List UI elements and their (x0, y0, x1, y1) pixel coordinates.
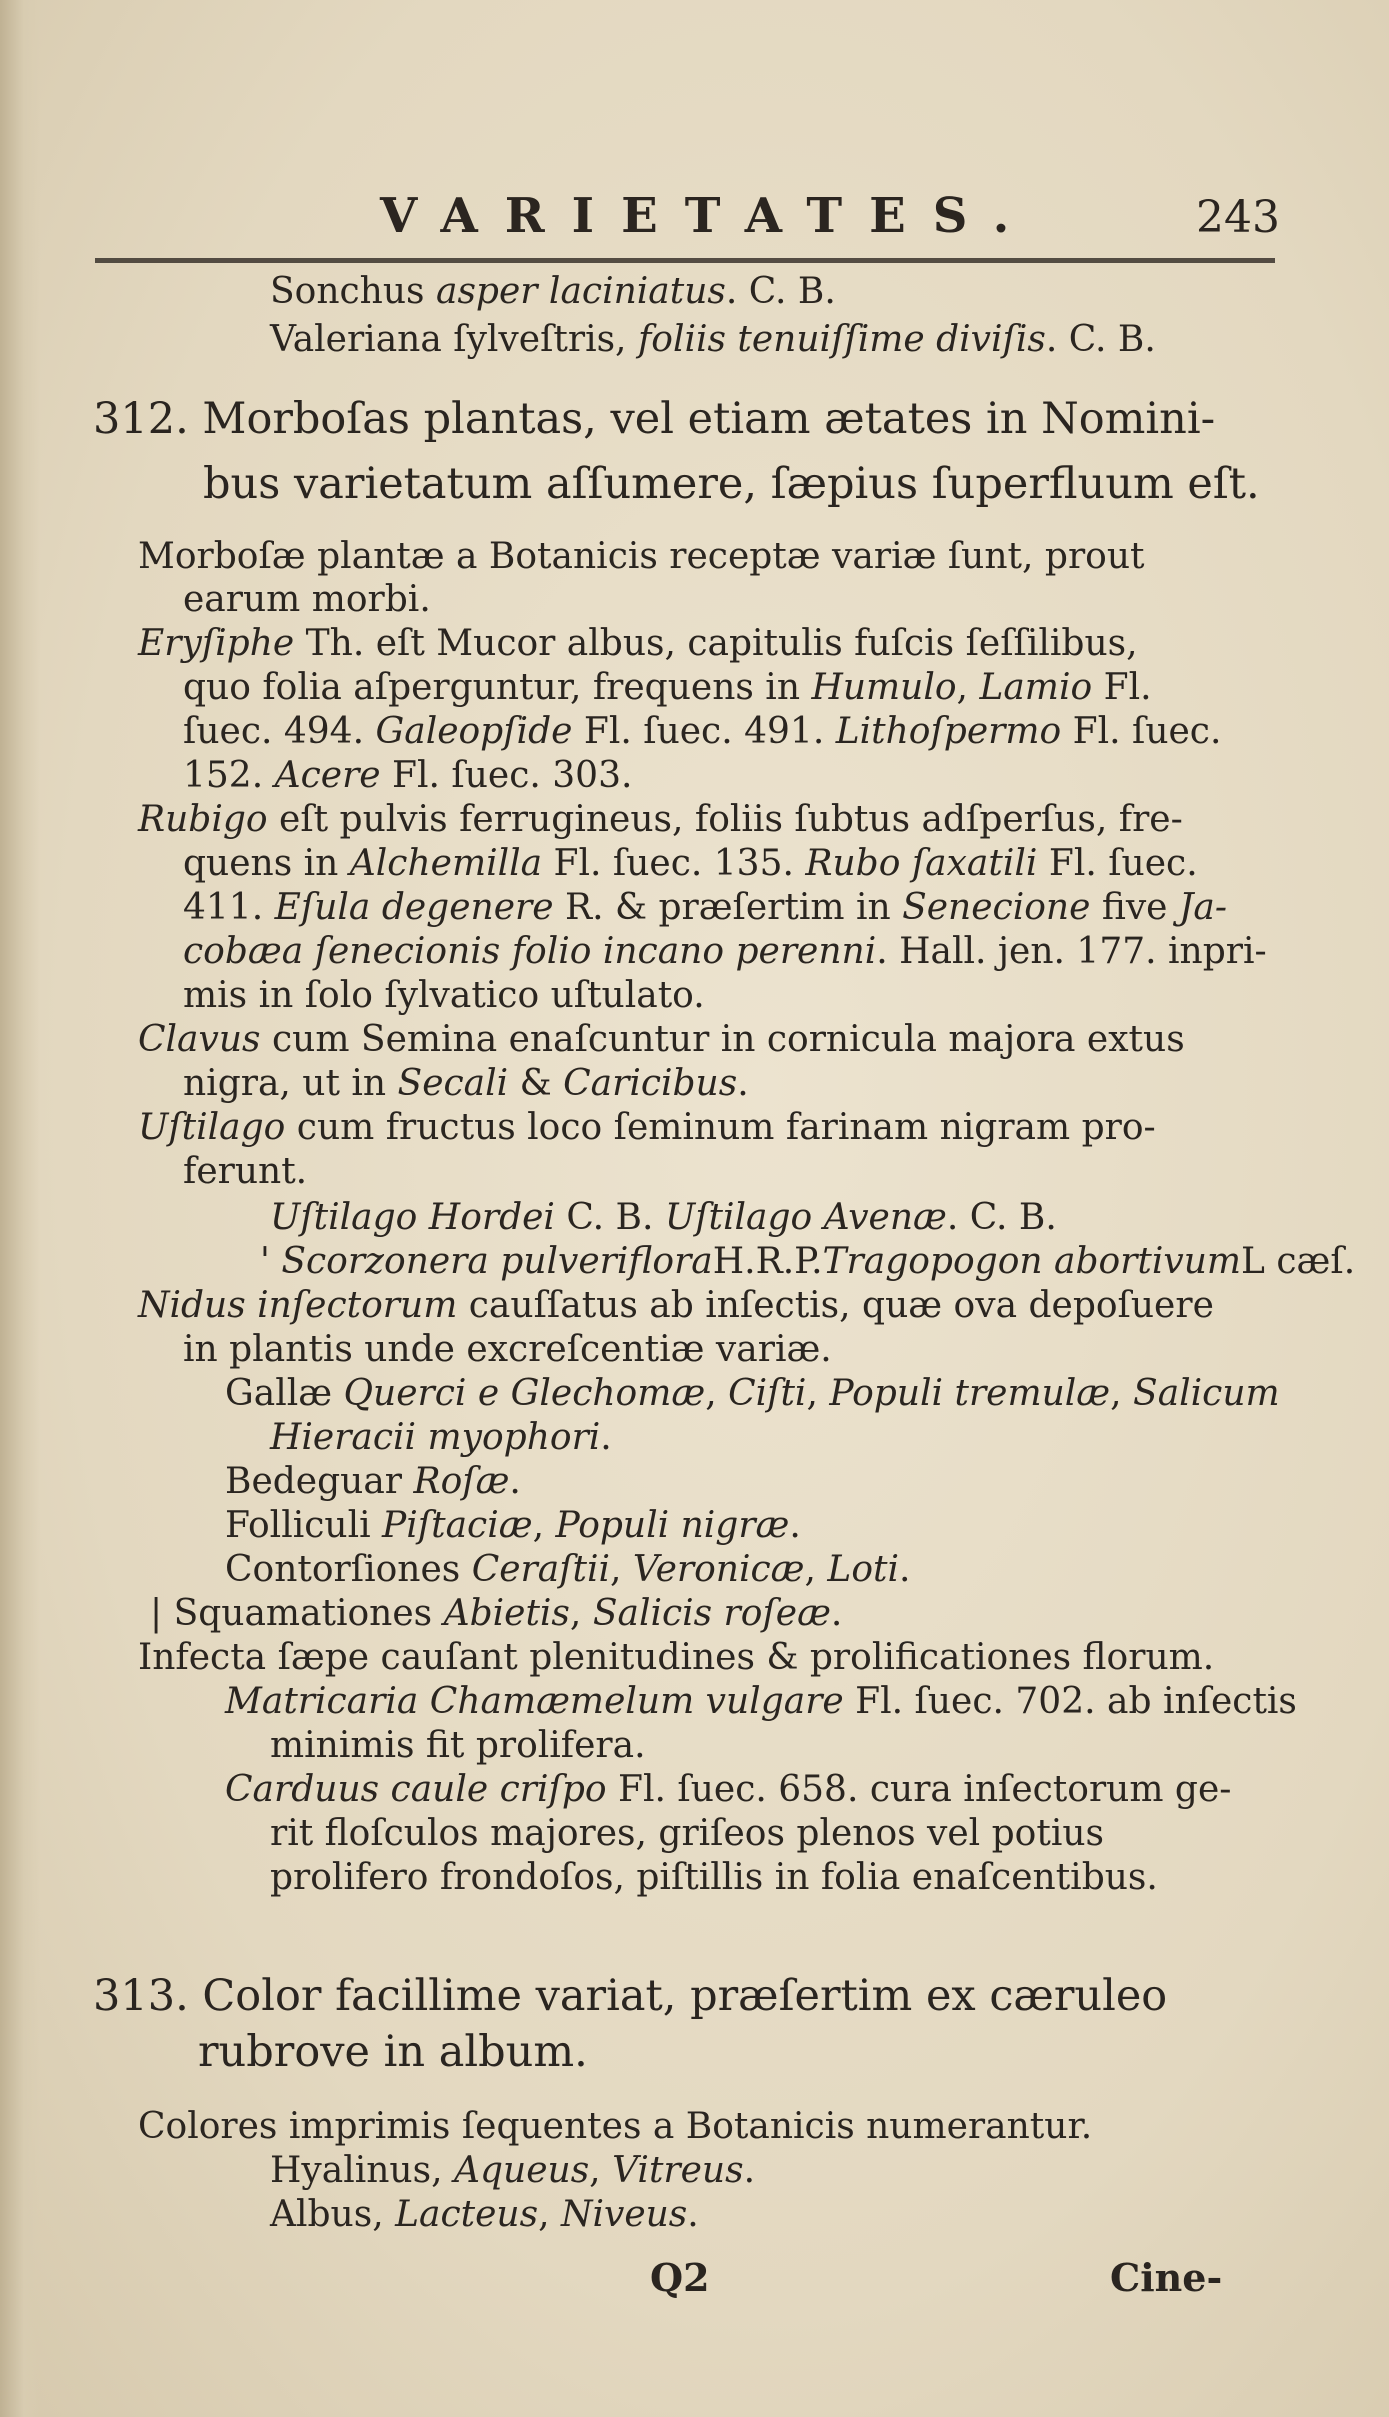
italic-segment: Caricibus (563, 1063, 738, 1104)
text-line (270, 1856, 1158, 1900)
italic-segment: Galeopſide (375, 711, 573, 752)
italic-segment: Rubo ſaxatili (805, 843, 1038, 884)
italic-segment: Populi tremulæ (829, 1373, 1111, 1414)
text-segment: C. B. (554, 1197, 665, 1238)
text-line (93, 393, 1215, 445)
italic-segment: Tragopogon abortivum (822, 1241, 1242, 1282)
text-line (270, 1196, 1057, 1240)
italic-segment: Alchemilla (349, 843, 543, 884)
italic-segment: Secali (397, 1063, 509, 1104)
italic-segment: Carduus caule criſpo (225, 1769, 607, 1810)
text-segment: . (600, 1417, 612, 1458)
text-line (183, 578, 431, 622)
text-segment: , (806, 1373, 830, 1414)
text-line (138, 622, 1138, 666)
text-segment: Bedeguar (225, 1461, 414, 1502)
text-line (183, 974, 705, 1018)
text-line (183, 886, 1227, 930)
text-line (138, 2105, 1092, 2149)
italic-segment: Vitreus (612, 2150, 744, 2191)
page-number: 243 (1196, 192, 1280, 243)
text-segment: . C. B. (1045, 319, 1156, 360)
italic-segment: Matricaria Chamæmelum vulgare (225, 1681, 844, 1722)
text-line (138, 798, 1183, 842)
text-segment: Fl. ſuec. 491. (572, 711, 836, 752)
text-segment: 411. (183, 887, 275, 928)
text-segment: cum fructus loco ſeminum farinam nigram pro- (285, 1107, 1156, 1148)
italic-segment: Lamio (979, 667, 1093, 708)
text-line (138, 1284, 1214, 1328)
italic-segment: Ciſti (728, 1373, 807, 1414)
text-segment: . C. B. (725, 271, 836, 312)
text-line (183, 1328, 832, 1372)
italic-segment: Uſtilago (270, 1197, 418, 1238)
text-line (183, 930, 1267, 974)
text-line (138, 1018, 1185, 1062)
text-segment: , (705, 1373, 729, 1414)
italic-segment: Roſæ (413, 1461, 510, 1502)
text-segment: . (830, 1593, 843, 1634)
text-line (225, 1372, 1280, 1416)
text-segment: R. & præſertim in (553, 887, 903, 928)
italic-segment: Salicis roſeæ (592, 1593, 831, 1634)
italic-segment: Uſtilago Avenæ (664, 1197, 947, 1238)
text-segment: eſt pulvis ferrugineus, foliis ſubtus adſperſus, fre- (267, 799, 1183, 840)
text-line (225, 1548, 910, 1592)
text-segment: & (508, 1063, 564, 1104)
text-line (183, 842, 1198, 886)
text-segment: Folliculi (225, 1505, 383, 1546)
text-line (138, 1106, 1156, 1150)
text-segment: 312. Morboſas plantas, vel etiam ætates in Nomini- (93, 394, 1216, 444)
text-segment: , (1110, 1373, 1134, 1414)
italic-segment: Loti (827, 1549, 899, 1590)
italic-segment: Abietis (443, 1593, 570, 1634)
italic-segment: Piſtaciæ (382, 1505, 533, 1546)
text-segment: Morboſæ plantæ a Botanicis receptæ variæ ſunt, prout (138, 536, 1145, 577)
text-line (203, 458, 1260, 510)
text-segment: rubrove in album. (198, 2027, 588, 2077)
text-segment: Fl. (1092, 667, 1152, 708)
italic-segment: Senecione (902, 887, 1091, 928)
text-line (183, 666, 1152, 710)
italic-segment: Aqueus (453, 2150, 590, 2191)
text-line (225, 1680, 1297, 1724)
italic-segment: asper laciniatus (435, 271, 726, 312)
text-segment: ſuec. 494. (183, 711, 376, 752)
text-segment: Fl. ſuec. 135. (542, 843, 806, 884)
page-gutter-shadow (0, 0, 40, 2417)
text-line (225, 1504, 801, 1548)
text-segment: Hyalinus, (270, 2150, 454, 2191)
italic-segment: Veronicæ (632, 1549, 805, 1590)
text-line (93, 1970, 1167, 2022)
italic-segment: Querci e Glechomæ (343, 1373, 706, 1414)
italic-segment: foliis tenuiſſime diviſis (637, 319, 1046, 360)
text-segment: minimis fit prolifera. (270, 1725, 646, 1766)
text-segment: . (898, 1549, 911, 1590)
text-segment: Fl. ſuec. 658. cura inſectorum ge- (606, 1769, 1232, 1810)
text-segment: ' (260, 1241, 282, 1282)
text-segment: . (687, 2194, 699, 2235)
text-segment: , (804, 1549, 828, 1590)
italic-segment: Hordei (428, 1197, 555, 1238)
text-segment: Fl. ſuec. (1061, 711, 1222, 752)
text-line (225, 1768, 1231, 1812)
text-segment: H.R.P. (712, 1241, 823, 1282)
text-segment: , (610, 1549, 633, 1590)
text-segment: L cæſ. (1241, 1241, 1356, 1282)
text-line (270, 2193, 699, 2237)
text-line (183, 1150, 307, 1194)
text-line (138, 1636, 1214, 1680)
text-segment: rit floſculos majores, griſeos plenos vel potius (270, 1813, 1104, 1854)
text-segment: 152. (183, 755, 275, 796)
italic-segment: Lithoſpermo (835, 711, 1062, 752)
italic-segment: Rubigo (138, 799, 268, 840)
text-segment: Fl. ſuec. (1037, 843, 1198, 884)
catchword: Cine- (1110, 2255, 1223, 2300)
text-line (183, 710, 1221, 754)
text-segment: Gallæ (225, 1373, 344, 1414)
text-line (270, 318, 1156, 362)
text-segment: , (569, 1593, 593, 1634)
text-segment: cauſſatus ab inſectis, quæ ova depoſuere (457, 1285, 1214, 1326)
text-segment: bus varietatum aſſumere, ſæpius ſuperfluum eſt. (203, 459, 1260, 509)
text-line (270, 1724, 646, 1768)
text-segment: five (1090, 887, 1179, 928)
text-line (183, 1062, 749, 1106)
text-segment: earum morbi. (183, 579, 431, 620)
running-title: VARIETATES. (380, 188, 1037, 244)
text-segment: prolifero frondoſos, piſtillis in folia enaſcentibus. (270, 1857, 1158, 1898)
text-segment: Contorſiones (225, 1549, 472, 1590)
text-segment: , (532, 1505, 556, 1546)
text-segment: 313. Color facillime variat, præſertim ex cæruleo (93, 1971, 1168, 2021)
italic-segment: cobæa ſenecionis folio incano perenni (183, 931, 877, 972)
italic-segment: Eryſiphe (138, 623, 295, 664)
text-segment: | Squamationes (150, 1593, 444, 1634)
text-line (270, 1416, 612, 1460)
page-header (380, 188, 1280, 248)
italic-segment: Salicum (1133, 1373, 1280, 1414)
text-segment: Fl. ſuec. 702. ab inſectis (843, 1681, 1297, 1722)
text-segment (417, 1197, 428, 1238)
italic-segment: Nidus inſectorum (138, 1285, 458, 1326)
italic-segment: Ja- (1178, 887, 1227, 928)
text-segment: Valeriana ſylveſtris, (270, 319, 638, 360)
text-line (260, 1240, 1355, 1284)
text-line (225, 1460, 521, 1504)
text-segment: , (956, 667, 980, 708)
text-line (150, 1592, 842, 1636)
text-segment: , (589, 2150, 613, 2191)
text-line (270, 1812, 1104, 1856)
text-line (138, 535, 1145, 579)
text-segment: . C. B. (946, 1197, 1057, 1238)
italic-segment: Lacteus (395, 2194, 539, 2235)
text-segment: . (789, 1505, 801, 1546)
text-segment: Fl. ſuec. 303. (380, 755, 633, 796)
text-segment: . (509, 1461, 521, 1502)
signature-mark: Q2 (650, 2255, 710, 2300)
text-segment: . (737, 1063, 749, 1104)
italic-segment: Eſula degenere (274, 887, 554, 928)
text-segment: , (538, 2194, 561, 2235)
text-segment: nigra, ut in (183, 1063, 398, 1104)
text-segment: ferunt. (183, 1151, 308, 1192)
text-line (270, 270, 836, 314)
italic-segment: Uſtilago (138, 1107, 286, 1148)
italic-segment: Hieracii myophori (270, 1417, 601, 1458)
italic-segment: Clavus (138, 1019, 261, 1060)
text-segment: Sonchus (270, 271, 436, 312)
italic-segment: Scorzonera pulveriflora (281, 1241, 713, 1282)
header-rule (95, 258, 1275, 263)
text-segment: in plantis unde excreſcentiæ variæ. (183, 1329, 832, 1370)
text-segment: . Hall. jen. 177. inpri- (876, 931, 1267, 972)
text-segment: Infecta ſæpe cauſant plenitudines & prolificationes florum. (138, 1637, 1215, 1678)
text-line (270, 2149, 755, 2193)
italic-segment: Ceraſtii (471, 1549, 611, 1590)
italic-segment: Niveus (560, 2194, 688, 2235)
text-line (198, 2026, 588, 2078)
text-segment: Th. eſt Mucor albus, capitulis fuſcis ſeſſilibus, (294, 623, 1138, 664)
text-segment: . (743, 2150, 756, 2191)
text-segment: quens in (183, 843, 350, 884)
italic-segment: Acere (274, 755, 381, 796)
text-segment: quo folia aſperguntur, frequens in (183, 667, 812, 708)
italic-segment: Populi nigræ (555, 1505, 790, 1546)
text-line (183, 754, 632, 798)
italic-segment: Humulo (811, 667, 957, 708)
text-segment: cum Semina enaſcuntur in cornicula majora extus (260, 1019, 1185, 1060)
text-segment: Colores imprimis ſequentes a Botanicis numerantur. (138, 2106, 1093, 2147)
text-segment: Albus, (270, 2194, 396, 2235)
text-segment: mis in ſolo ſylvatico uſtulato. (183, 975, 705, 1016)
